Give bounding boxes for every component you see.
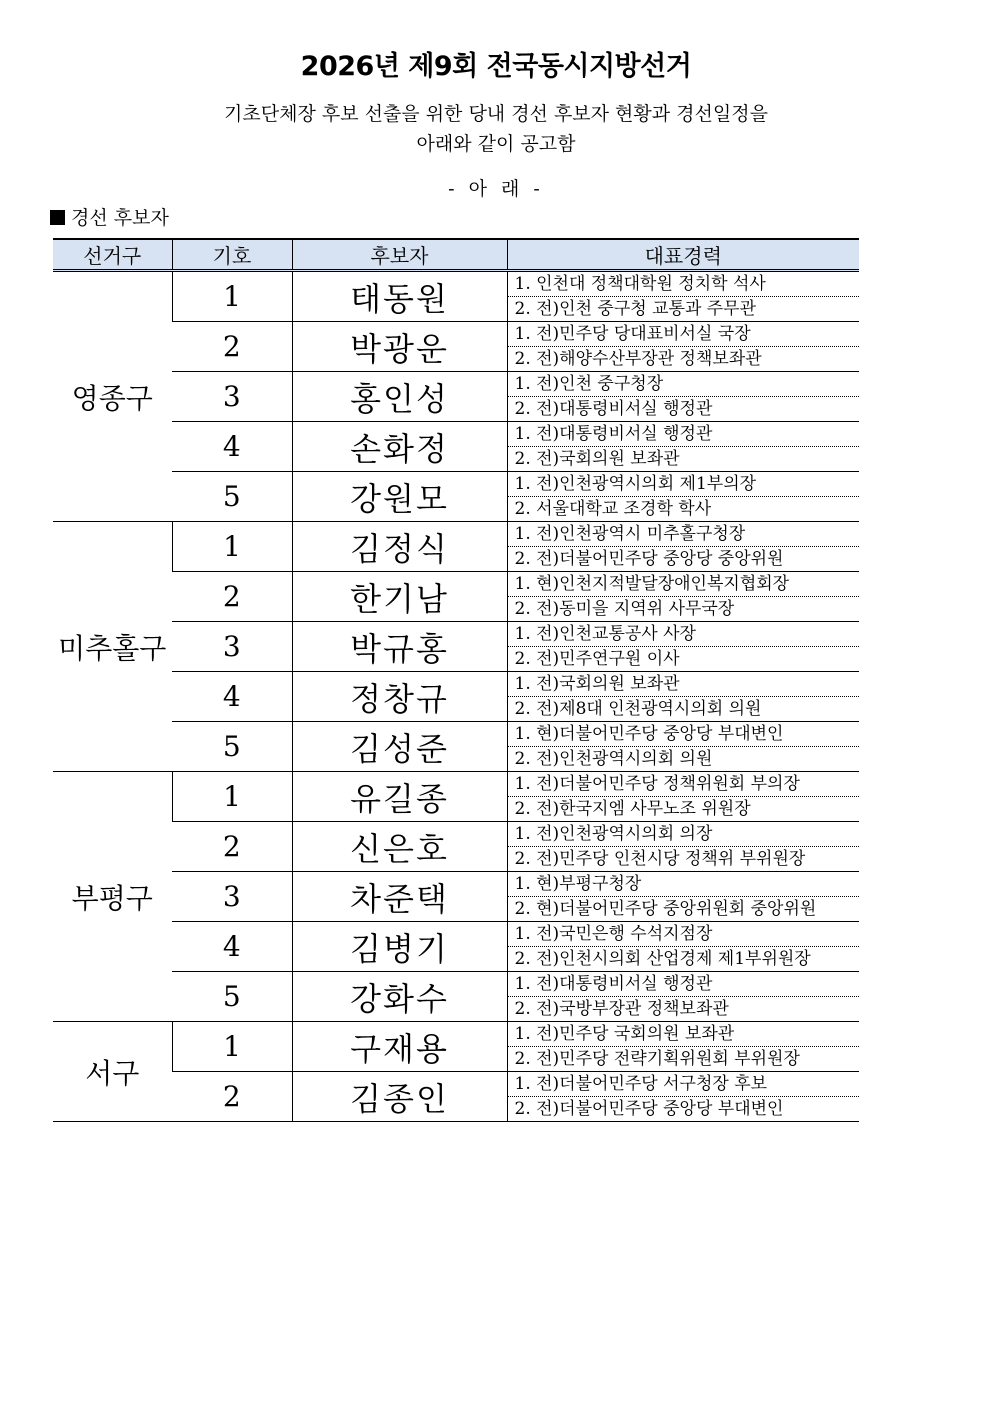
header-candidate: 후보자 [292, 239, 507, 271]
candidate-name: 구재용 [292, 1022, 507, 1072]
district-name: 영종구 [53, 271, 172, 522]
candidate-name: 강원모 [292, 472, 507, 522]
table-row [53, 822, 859, 872]
header-district: 선거구 [53, 239, 172, 271]
candidate-career [507, 872, 859, 922]
career-line: 2. 전)인천시의회 산업경제 제1부위원장 [514, 949, 811, 969]
career-line: 2. 전)국회의원 보좌관 [514, 449, 680, 469]
candidate-career [507, 372, 859, 422]
candidate-number: 2 [172, 572, 292, 622]
candidate-career [507, 522, 859, 572]
career-line: 1. 전)더불어민주당 서구청장 후보 [508, 1072, 860, 1097]
career-line: 1. 현)부평구청장 [508, 872, 860, 897]
candidate-number: 4 [172, 922, 292, 972]
section-heading [50, 203, 169, 230]
table-row [53, 271, 859, 322]
candidate-career [507, 1022, 859, 1072]
career-line: 2. 전)더불어민주당 중앙당 부대변인 [514, 1099, 784, 1119]
career-line: 2. 전)제8대 인천광역시의회 의원 [514, 699, 762, 719]
table-row [53, 772, 859, 822]
career-line: 1. 인천대 정책대학원 정치학 석사 [508, 272, 860, 297]
candidate-career [507, 472, 859, 522]
candidate-name: 김정식 [292, 522, 507, 572]
candidate-number: 3 [172, 372, 292, 422]
section-label: 경선 후보자 [71, 207, 169, 229]
candidate-name: 박광운 [292, 322, 507, 372]
candidate-number: 1 [172, 1022, 292, 1072]
document-title: 2026년 제9회 전국동시지방선거 [300, 51, 692, 82]
table-row [53, 872, 859, 922]
notice-label: - 아 래 - [448, 178, 544, 200]
career-line: 2. 전)한국지엠 사무노조 위원장 [514, 799, 751, 819]
table-row [53, 322, 859, 372]
career-line: 2. 전)국방부장관 정책보좌관 [514, 999, 729, 1019]
candidate-number: 1 [172, 271, 292, 322]
black-square-icon [50, 210, 65, 225]
candidate-career [507, 722, 859, 772]
career-line: 2. 전)민주연구원 이사 [514, 649, 680, 669]
candidate-name: 정창규 [292, 672, 507, 722]
career-line: 2. 전)민주당 전략기획위원회 부위원장 [514, 1049, 800, 1069]
header-number: 기호 [172, 239, 292, 271]
table-row [53, 922, 859, 972]
table-row [53, 522, 859, 572]
table-row [53, 622, 859, 672]
candidate-number: 2 [172, 822, 292, 872]
candidate-number: 3 [172, 872, 292, 922]
career-line: 2. 서울대학교 조경학 학사 [514, 499, 712, 519]
subtitle-line-1: 기초단체장 후보 선출을 위한 당내 경선 후보자 현황과 경선일정을 [224, 103, 768, 125]
candidate-career [507, 572, 859, 622]
career-line: 2. 전)민주당 인천시당 정책위 부위원장 [514, 849, 806, 869]
table-row [53, 1072, 859, 1122]
career-line: 2. 전)해양수산부장관 정책보좌관 [514, 349, 762, 369]
career-line: 1. 전)국민은행 수석지점장 [508, 922, 860, 947]
header-career: 대표경력 [507, 239, 859, 271]
candidate-name: 김성준 [292, 722, 507, 772]
candidate-number: 5 [172, 472, 292, 522]
district-name: 부평구 [53, 772, 172, 1022]
career-line: 1. 전)민주당 국회의원 보좌관 [508, 1022, 860, 1047]
career-line: 1. 현)더불어민주당 중앙당 부대변인 [508, 722, 860, 747]
candidate-number: 4 [172, 672, 292, 722]
candidate-career [507, 822, 859, 872]
table-header-row [53, 239, 859, 271]
candidate-number: 1 [172, 772, 292, 822]
candidate-career [507, 622, 859, 672]
career-line: 1. 전)민주당 당대표비서실 국장 [508, 322, 860, 347]
candidate-name: 김종인 [292, 1072, 507, 1122]
career-line: 2. 전)동미을 지역위 사무국장 [514, 599, 735, 619]
career-line: 1. 전)인천교통공사 사장 [508, 622, 860, 647]
table-row [53, 422, 859, 472]
candidate-career [507, 1072, 859, 1122]
candidate-name: 강화수 [292, 972, 507, 1022]
candidate-name: 홍인성 [292, 372, 507, 422]
table-row [53, 722, 859, 772]
career-line: 1. 전)국회의원 보좌관 [508, 672, 860, 697]
table-row [53, 572, 859, 622]
district-name: 미추홀구 [53, 522, 172, 772]
candidate-name: 태동원 [292, 271, 507, 322]
candidate-career [507, 422, 859, 472]
table-row [53, 1022, 859, 1072]
candidate-career [507, 271, 859, 322]
candidate-number: 2 [172, 1072, 292, 1122]
career-line: 1. 전)인천 중구청장 [508, 372, 860, 397]
candidate-career [507, 322, 859, 372]
career-line: 2. 전)더불어민주당 중앙당 중앙위원 [514, 549, 784, 569]
candidate-number: 5 [172, 722, 292, 772]
table-row [53, 472, 859, 522]
candidate-career [507, 972, 859, 1022]
career-line: 2. 전)대통령비서실 행정관 [514, 399, 713, 419]
career-line: 1. 전)대통령비서실 행정관 [508, 972, 860, 997]
subtitle-line-2: 아래와 같이 공고함 [416, 133, 576, 155]
candidate-table [53, 238, 859, 1122]
candidate-career [507, 772, 859, 822]
candidate-name: 김병기 [292, 922, 507, 972]
table-row [53, 672, 859, 722]
career-line: 1. 전)대통령비서실 행정관 [508, 422, 860, 447]
candidate-number: 4 [172, 422, 292, 472]
candidate-name: 유길종 [292, 772, 507, 822]
candidate-name: 차준택 [292, 872, 507, 922]
candidate-career [507, 922, 859, 972]
career-line: 2. 현)더불어민주당 중앙위원회 중앙위원 [514, 899, 817, 919]
candidate-table-body [53, 271, 859, 1122]
candidate-number: 3 [172, 622, 292, 672]
career-line: 1. 전)더불어민주당 정책위원회 부의장 [508, 772, 860, 797]
candidate-name: 박규홍 [292, 622, 507, 672]
career-line: 1. 전)인천광역시의회 의장 [508, 822, 860, 847]
candidate-career [507, 672, 859, 722]
candidate-name: 한기남 [292, 572, 507, 622]
career-line: 1. 현)인천지적발달장애인복지협회장 [508, 572, 860, 597]
candidate-number: 1 [172, 522, 292, 572]
career-line: 1. 전)인천광역시의회 제1부의장 [508, 472, 860, 497]
table-row [53, 372, 859, 422]
career-line: 2. 전)인천 중구청 교통과 주무관 [514, 299, 757, 319]
table-row [53, 972, 859, 1022]
candidate-number: 2 [172, 322, 292, 372]
district-name: 서구 [53, 1022, 172, 1122]
candidate-number: 5 [172, 972, 292, 1022]
candidate-name: 손화정 [292, 422, 507, 472]
candidate-name: 신은호 [292, 822, 507, 872]
career-line: 2. 전)인천광역시의회 의원 [514, 749, 713, 769]
career-line: 1. 전)인천광역시 미추홀구청장 [508, 522, 860, 547]
